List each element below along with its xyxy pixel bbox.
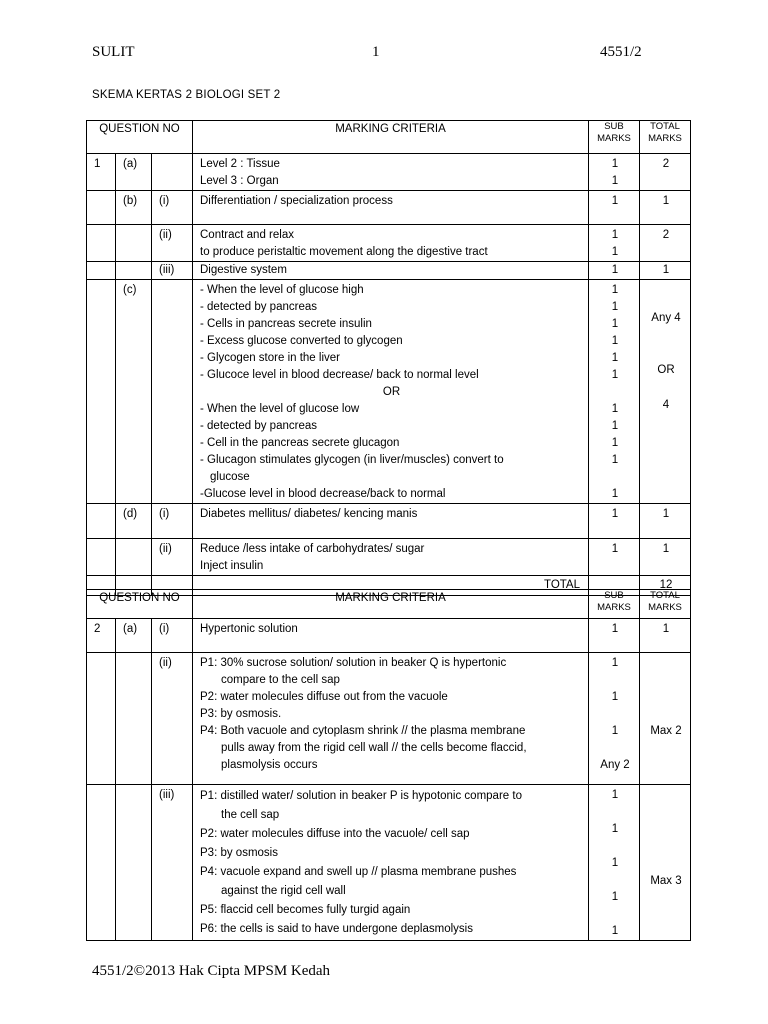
part-label: (d) (123, 508, 138, 520)
criteria-line: Level 3 : Organ (200, 175, 279, 187)
criteria-line: P5: flaccid cell becomes fully turgid again (200, 904, 411, 916)
sub-mark: 1 (611, 488, 619, 500)
criteria-line: P4: Both vacuole and cytoplasm shrink // the plasma membrane (200, 725, 526, 737)
criteria-line: compare to the cell sap (221, 674, 340, 686)
criteria-line: Contract and relax (200, 229, 294, 241)
sub-mark: 1 (611, 789, 619, 801)
criteria-or: OR (382, 386, 401, 398)
sub-mark: 1 (611, 508, 619, 520)
subpart-label: (i) (159, 623, 170, 635)
subpart-label: (i) (159, 508, 170, 520)
total-mark: 1 (662, 508, 670, 520)
criteria-line: -Glucose level in blood decrease/back to normal (200, 488, 446, 500)
question-no-header: QUESTION NO (87, 121, 193, 154)
total-mark-or: OR (657, 364, 675, 376)
criteria-line: P3: by osmosis. (200, 708, 282, 720)
criteria-line: - Cell in the pancreas secrete glucagon (200, 437, 400, 449)
criteria-line: - Cells in pancreas secrete insulin (200, 318, 372, 330)
total-mark: 2 (662, 229, 670, 241)
criteria-line: - Glucoce level in blood decrease/ back to normal level (200, 369, 479, 381)
document-title: SKEMA KERTAS 2 BIOLOGI SET 2 (92, 89, 281, 101)
sub-mark: 1 (611, 175, 619, 187)
sub-mark: 1 (611, 195, 619, 207)
table-row (87, 191, 691, 225)
sub-mark: 1 (611, 301, 619, 313)
criteria-line: - Glycogen store in the liver (200, 352, 340, 364)
criteria-line: - detected by pancreas (200, 420, 317, 432)
header-paper-code: 4551/2 (600, 44, 642, 60)
total-marks-header: TOTAL MARKS (640, 121, 691, 154)
question-number: 1 (94, 158, 101, 170)
total-mark: 1 (662, 543, 670, 555)
criteria-line: pulls away from the rigid cell wall // the cells become flaccid, (221, 742, 527, 754)
table-row (87, 154, 691, 191)
question-number: 2 (94, 623, 101, 635)
table-row (87, 619, 691, 653)
criteria-line: Inject insulin (200, 560, 264, 572)
subpart-label: (ii) (159, 229, 172, 241)
total-mark: Max 2 (650, 725, 682, 737)
criteria-line: - When the level of glucose high (200, 284, 364, 296)
table-header-row (87, 590, 691, 619)
marking-table-question-2 (86, 589, 691, 941)
sub-marks-header: SUB MARKS (589, 121, 640, 154)
table-row (87, 785, 691, 941)
marking-criteria-header: MARKING CRITERIA (193, 121, 589, 154)
sub-mark: 1 (611, 925, 619, 937)
total-mark: 2 (662, 158, 670, 170)
table-row (87, 280, 691, 504)
total-mark: 1 (662, 264, 670, 276)
criteria-line: Hypertonic solution (200, 623, 298, 635)
sub-mark: Any 2 (600, 759, 630, 771)
part-label: (a) (123, 158, 138, 170)
total-mark-any: Any 4 (651, 312, 681, 324)
criteria-line: to produce peristaltic movement along the digestive tract (200, 246, 488, 258)
sub-mark: 1 (611, 369, 619, 381)
total-mark: Max 3 (650, 875, 682, 887)
table-row (87, 504, 691, 539)
table-header-row (87, 121, 691, 154)
subpart-label: (iii) (159, 264, 175, 276)
subpart-label: (ii) (159, 543, 172, 555)
total-mark-four: 4 (662, 399, 670, 411)
criteria-line: Reduce /less intake of carbohydrates/ sugar (200, 543, 425, 555)
total-marks-header: TOTAL MARKS (640, 590, 691, 619)
header-sulit: SULIT (92, 44, 135, 60)
sub-mark: 1 (611, 823, 619, 835)
sub-mark: 1 (611, 857, 619, 869)
criteria-line: P3: by osmosis (200, 847, 278, 859)
subpart-label: (i) (159, 195, 170, 207)
header-page-number: 1 (372, 44, 380, 60)
criteria-line: P1: 30% sucrose solution/ solution in beaker Q is hypertonic (200, 657, 507, 669)
criteria-line: P2: water molecules diffuse into the vacuole/ cell sap (200, 828, 470, 840)
sub-mark: 1 (611, 335, 619, 347)
criteria-line: against the rigid cell wall (221, 885, 346, 897)
criteria-line: - Glucagon stimulates glycogen (in liver/muscles) convert to (200, 454, 504, 466)
criteria-line: - Excess glucose converted to glycogen (200, 335, 403, 347)
sub-mark: 1 (611, 543, 619, 555)
sub-mark: 1 (611, 158, 619, 170)
criteria-line: glucose (210, 471, 250, 483)
criteria-line: Digestive system (200, 264, 287, 276)
footer-copyright: 4551/2©2013 Hak Cipta MPSM Kedah (92, 963, 331, 979)
marking-criteria-header: MARKING CRITERIA (193, 590, 589, 619)
sub-mark: 1 (611, 264, 619, 276)
question-no-header: QUESTION NO (87, 590, 193, 619)
table-row (87, 539, 691, 576)
subpart-label: (iii) (159, 789, 175, 801)
sub-mark: 1 (611, 891, 619, 903)
table-row (87, 262, 691, 280)
sub-mark: 1 (611, 352, 619, 364)
part-label: (c) (123, 284, 137, 296)
total-mark: 1 (662, 623, 670, 635)
sub-mark: 1 (611, 246, 619, 258)
criteria-line: - When the level of glucose low (200, 403, 360, 415)
sub-mark: 1 (611, 229, 619, 241)
sub-mark: 1 (611, 725, 619, 737)
sub-mark: 1 (611, 437, 619, 449)
sub-mark: 1 (611, 420, 619, 432)
part-label: (a) (123, 623, 138, 635)
table-row (87, 225, 691, 262)
criteria-line: plasmolysis occurs (221, 759, 318, 771)
sub-mark: 1 (611, 657, 619, 669)
sub-mark: 1 (611, 403, 619, 415)
part-label: (b) (123, 195, 138, 207)
total-value: 12 (659, 579, 673, 591)
criteria-line: P2: water molecules diffuse out from the vacuole (200, 691, 448, 703)
criteria-line: - detected by pancreas (200, 301, 317, 313)
sub-mark: 1 (611, 284, 619, 296)
sub-mark: 1 (611, 691, 619, 703)
sub-mark (596, 469, 634, 486)
sub-mark (596, 384, 634, 401)
criteria-line: the cell sap (221, 809, 280, 821)
sub-mark: 1 (611, 454, 619, 466)
total-label: TOTAL (544, 579, 580, 591)
total-mark: 1 (662, 195, 670, 207)
table-row (87, 653, 691, 785)
criteria-line: Differentiation / specialization process (200, 195, 393, 207)
criteria-line: Diabetes mellitus/ diabetes/ kencing manis (200, 508, 418, 520)
criteria-line: Level 2 : Tissue (200, 158, 280, 170)
sub-marks-header: SUB MARKS (589, 590, 640, 619)
sub-mark: 1 (611, 318, 619, 330)
criteria-line: P6: the cells is said to have undergone deplasmolysis (200, 923, 473, 935)
marking-table-question-1 (86, 120, 691, 596)
criteria-line: P1: distilled water/ solution in beaker P is hypotonic compare to (200, 790, 522, 802)
criteria-line: P4: vacuole expand and swell up // plasma membrane pushes (200, 866, 517, 878)
sub-mark: 1 (611, 623, 619, 635)
subpart-label: (ii) (159, 657, 172, 669)
